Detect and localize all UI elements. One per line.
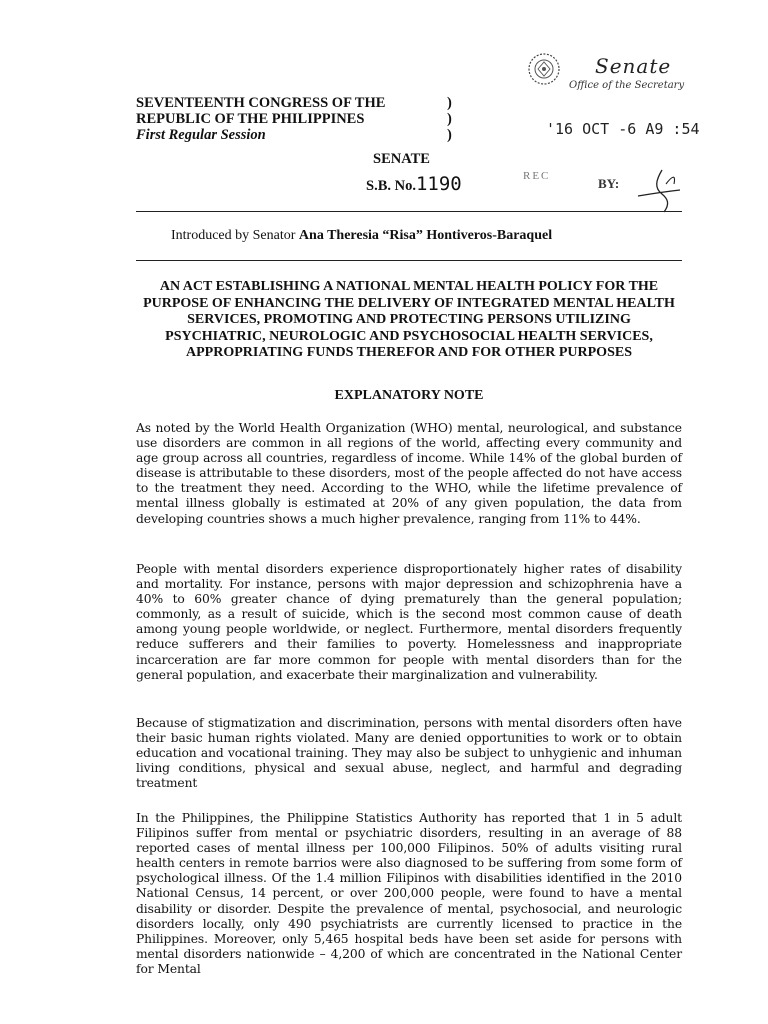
paragraph-4: In the Philippines, the Philippine Statistics Authority has reported that 1 in 5 adult Filipinos suffer from mental or psychiatric disorders, resulting in an average of 88 reported cases of mental illness per 100,000 Filipinos. 50% of adults visiting rural health centers in remote barrios were also diagnosed to be suffering from some form of psychological illness. Of the 1.4 million Filipinos with disabilities identified in the 2010 National Census, 14 percent, or over 200,000 people, were found to have a mental disability or disorder. Despite the prevalence of mental, psychosocial, and neurologic disorders locally, only 490 psychiatrists are currently licensed to practice in the Philippines. Moreover, only 5,465 hospital beds have been set aside for persons with mental disorders nationwide – 4,200 of which are concentrated in the National Center for Mental (136, 811, 682, 976)
paren-1: ) (447, 95, 452, 111)
header-divider (136, 211, 682, 212)
received-label: REC (523, 170, 551, 182)
stamp-office-text: Office of the Secretary (569, 80, 685, 91)
senate-label: SENATE (373, 151, 430, 167)
introduced-by (171, 228, 552, 244)
bill-number-value: 1190 (415, 173, 462, 195)
senator-name: Ana Theresia “Risa” Hontiveros-Baraquel (298, 228, 553, 243)
stamp-senate-text: Senate (595, 54, 672, 78)
paragraph-1: As noted by the World Health Organization (WHO) mental, neurological, and substance use disorders are common in all regions of the world, affecting every community and age group across all countries, regardless of income. While 14% of the global burden of disease is attributable to these disorders, most of the people affected do not have access to the treatment they need. According to the WHO, while the lifetime prevalence of mental illness globally is estimated at 20% of any given population, the data from developing countries shows a much higher prevalence, ranging from 11% to 44%. (136, 421, 682, 526)
paragraph-2: People with mental disorders experience disproportionately higher rates of disability and mortality. For instance, persons with major depression and schizophrenia have a 40% to 60% greater chance of dying prematurely than the general population; commonly, as a result of suicide, which is the second most common cause of death among young people worldwide, or neglect. Furthermore, mental disorders frequently reduce sufferers and their families to poverty. Homelessness and inappropriate incarceration are far more common for people with mental disorders than for the general population, and exacerbate their marginalization and vulnerability. (136, 562, 682, 682)
receiving-stamp (527, 52, 767, 102)
bill-number-label: S.B. No. (366, 178, 416, 194)
paragraph-3: Because of stigmatization and discrimination, persons with mental disorders often have their basic human rights violated. Many are denied opportunities to work or to obtain education and vocational training. They may also be subject to unhygienic and inhuman living conditions, physical and sexual abuse, neglect, and harmful and degrading treatment (136, 716, 682, 791)
intro-divider (136, 260, 682, 261)
paren-2: ) (447, 111, 452, 127)
received-timestamp: '16 OCT -6 A9 :54 (546, 120, 700, 138)
senate-seal-icon (527, 52, 561, 86)
congress-line-2: REPUBLIC OF THE PHILIPPINES (136, 111, 365, 127)
signature-icon (632, 166, 692, 216)
bill-number (366, 173, 462, 195)
session-line: First Regular Session (136, 127, 266, 143)
introduced-by-prefix: Introduced by Senator (171, 228, 299, 243)
congress-line-1: SEVENTEENTH CONGRESS OF THE (136, 95, 386, 111)
explanatory-note-heading: EXPLANATORY NOTE (334, 388, 484, 403)
header-parentheses (447, 95, 452, 143)
paren-3: ) (447, 127, 452, 143)
received-by-label: BY: (598, 176, 620, 191)
bill-title: AN ACT ESTABLISHING A NATIONAL MENTAL HEALTH POLICY FOR THE PURPOSE OF ENHANCING THE DELIVERY OF INTEGRATED MENTAL HEALTH SERVICES, PROMOTING AND PROTECTING PERSONS UTILIZING PSYCHIATRIC, NEUROLOGIC AND PSYCHOSOCIAL HEALTH SERVICES, APPROPRIATING FUNDS THEREFOR AND FOR OTHER PURPOSES (143, 279, 675, 361)
congress-header (136, 95, 385, 143)
